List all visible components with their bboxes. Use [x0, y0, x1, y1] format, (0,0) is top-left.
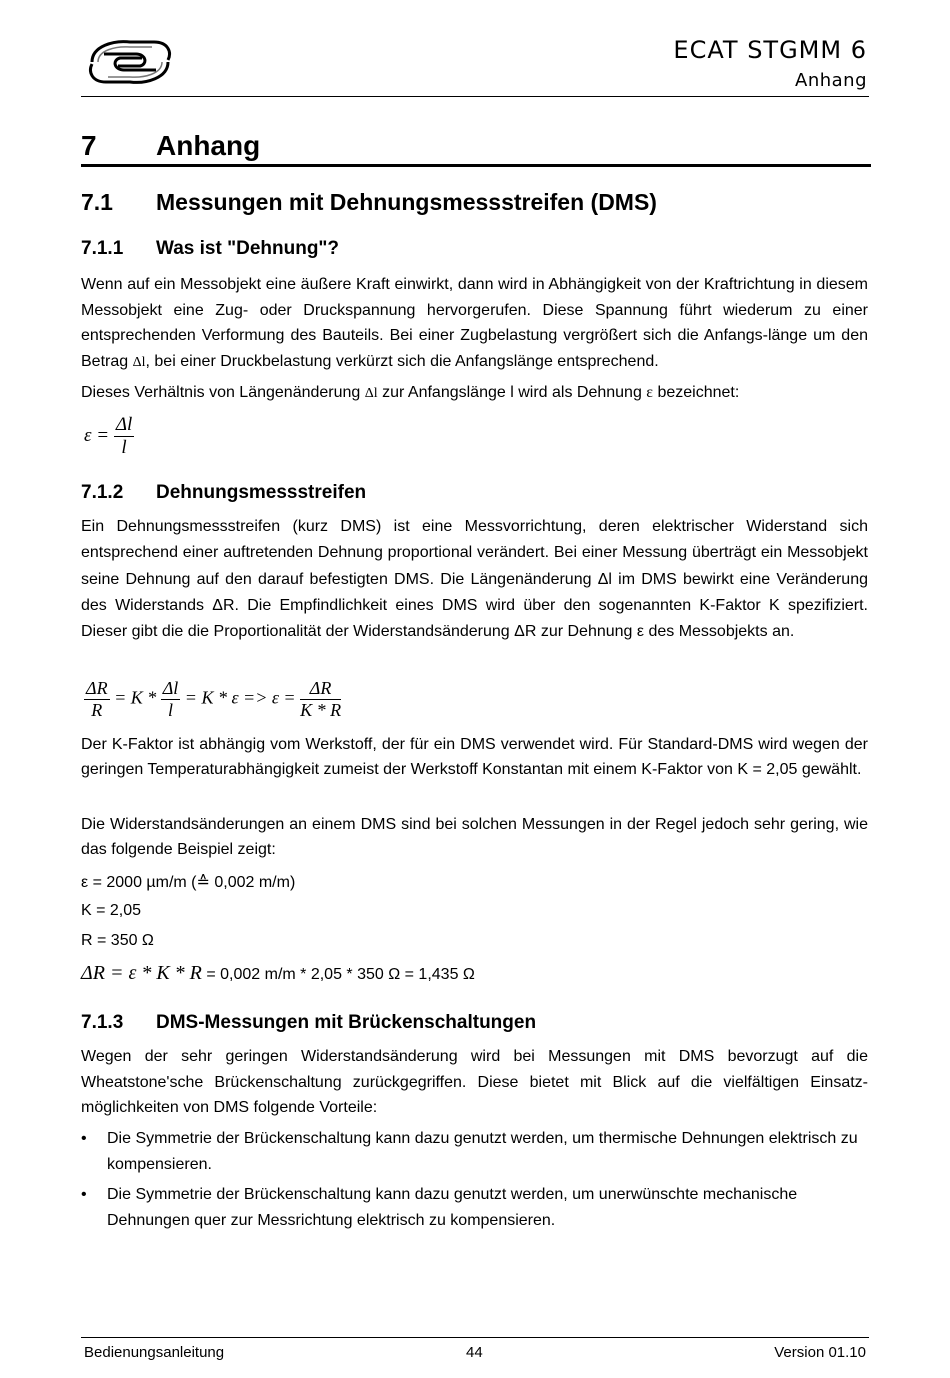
footer-left: Bedienungsanleitung	[84, 1344, 225, 1361]
page-number: 44	[466, 1344, 483, 1361]
delta-l-symbol: Δl	[364, 386, 378, 401]
epsilon-symbol: ε	[646, 384, 653, 401]
text-run: bezeichnet:	[653, 384, 740, 401]
subsection-number: 7.1.1	[81, 238, 124, 259]
subsection-title: Dehnungsmessstreifen	[156, 482, 367, 503]
strain-formula	[84, 414, 134, 459]
bullet-text: Die Symmetrie der Brückenschaltung kann dazu genutzt werden, um unerwünschte mechanische Dehnungen quer zur Messrichtung elektrisch zu kompensieren.	[107, 1186, 798, 1229]
bullet-text: Die Symmetrie der Brückenschaltung kann dazu genutzt werden, um thermische Dehnungen elektrisch zu kompensieren.	[107, 1130, 858, 1173]
section-number: 7.1	[81, 189, 113, 215]
fraction-dr-r	[84, 678, 110, 721]
calc-result: = 0,002 m/m * 2,05 * 350 Ω = 1,435 Ω	[201, 966, 475, 983]
formula-fraction	[114, 414, 134, 459]
text-run: , bei einer Druckbelastung verkürzt sich die Anfangslänge entsprechend.	[145, 352, 659, 370]
paragraph-712-3: Die Widerstandsänderungen an einem DMS sind bei solchen Messungen in der Regel jedoch sehr gering, wie das folgende Beispiel zeigt:	[81, 816, 868, 858]
bullet-glyph: •	[81, 1186, 87, 1203]
subsection-heading-713	[81, 1012, 536, 1034]
calc-formula: ΔR = ε * K * R	[81, 962, 202, 984]
text-run: zur Anfangslänge l wird als Dehnung	[377, 384, 647, 401]
subsection-heading-712	[81, 482, 366, 504]
fraction-numerator: ΔR	[300, 678, 341, 700]
paragraph-712-1: Ein Dehnungsmessstreifen (kurz DMS) ist eine Messvorrichtung, deren elektrischer Widerstand sich entsprechend einer auftretenden Dehnung proportional verändert. Bei einer Messung überträgt ein Messobjekt seine Dehnung auf den darauf befestigten DMS. Die Längenänderung Δl im DMS bewirkt eine Veränderung des Widerstands ΔR. Die Empfindlichkeit eines DMS wird über den sogenannten K-Faktor K spezifiziert. Dieser gibt die die Proportionalität der Widerstandsänderung ΔR zur Dehnung ε des Messobjekts an.	[81, 518, 868, 641]
fraction-denominator: l	[168, 700, 174, 720]
footer-version: Version 01.10	[774, 1344, 866, 1361]
formula-operator: = K *	[114, 687, 157, 708]
header-subtitle: Anhang	[795, 70, 867, 91]
fraction-dr-kr	[300, 678, 341, 721]
formula-operator: = K * ε => ε =	[184, 687, 296, 708]
subsection-number: 7.1.3	[81, 1012, 124, 1033]
example-k: K = 2,05	[81, 902, 142, 919]
fraction-denominator: l	[121, 437, 127, 458]
k-factor-formula	[84, 678, 341, 721]
footer-divider	[81, 1337, 869, 1338]
delta-l-symbol: Δl	[132, 354, 146, 370]
subsection-number: 7.1.2	[81, 482, 124, 503]
paragraph-713-1: Wegen der sehr geringen Widerstandsänderung wird bei Messungen mit DMS bevorzugt auf die Wheatstone'sche Brückenschaltung zurückgegriffen. Diese bietet mit Blick auf die vielfältigen Einsatz-möglichkeiten von DMS folgende Vorteile:	[81, 1048, 868, 1116]
fraction-denominator: R	[91, 700, 103, 720]
chapter-divider	[81, 164, 871, 167]
fraction-numerator: ΔR	[86, 678, 108, 698]
text-run: Dieses Verhältnis von Längenänderung	[81, 384, 365, 401]
subsection-title: Was ist "Dehnung"?	[156, 238, 340, 259]
example-calculation	[81, 962, 475, 985]
formula-lhs: ε =	[84, 424, 110, 446]
header-divider	[81, 96, 869, 97]
paragraph-711-2	[81, 380, 868, 407]
chapter-title: Anhang	[156, 130, 261, 161]
fraction-dl-l	[161, 678, 181, 721]
bullet-glyph: •	[81, 1130, 87, 1147]
fraction-numerator: Δl	[162, 678, 179, 698]
section-title: Messungen mit Dehnungsmessstreifen (DMS)	[156, 189, 657, 215]
section-heading	[81, 189, 657, 216]
header-title: ECAT STGMM 6	[673, 36, 867, 64]
subsection-title: DMS-Messungen mit Brückenschaltungen	[156, 1012, 537, 1033]
company-logo	[84, 36, 176, 88]
paragraph-711-1	[81, 272, 868, 375]
chapter-number: 7	[81, 130, 97, 161]
text-run: Wenn auf ein Messobjekt eine äußere Kraft einwirkt, dann wird in Abhängigkeit von der Kraftrichtung in diesem Messobjekt eine Zug- oder Druckspannung hervorgerufen. Diese Spannung führt wiederum zu einer entsprechenden Verformung des Bauteils. Bei einer Zugbelastung vergrößert sich die Anfangs-länge um den Betrag	[81, 276, 868, 370]
fraction-numerator: Δl	[115, 414, 133, 435]
example-r: R = 350 Ω	[81, 932, 154, 949]
example-epsilon: ε = 2000 µm/m (≙ 0,002 m/m)	[81, 874, 296, 891]
paragraph-712-2: Der K-Faktor ist abhängig vom Werkstoff, der für ein DMS verwendet wird. Für Standard-DMS wird wegen der geringen Temperaturabhängigkeit zumeist der Werkstoff Konstantan mit einem K-Faktor von K = 2,05 gewählt.	[81, 736, 868, 778]
fraction-denominator: K * R	[300, 700, 342, 720]
chapter-heading	[81, 130, 260, 162]
subsection-heading-711	[81, 238, 339, 260]
